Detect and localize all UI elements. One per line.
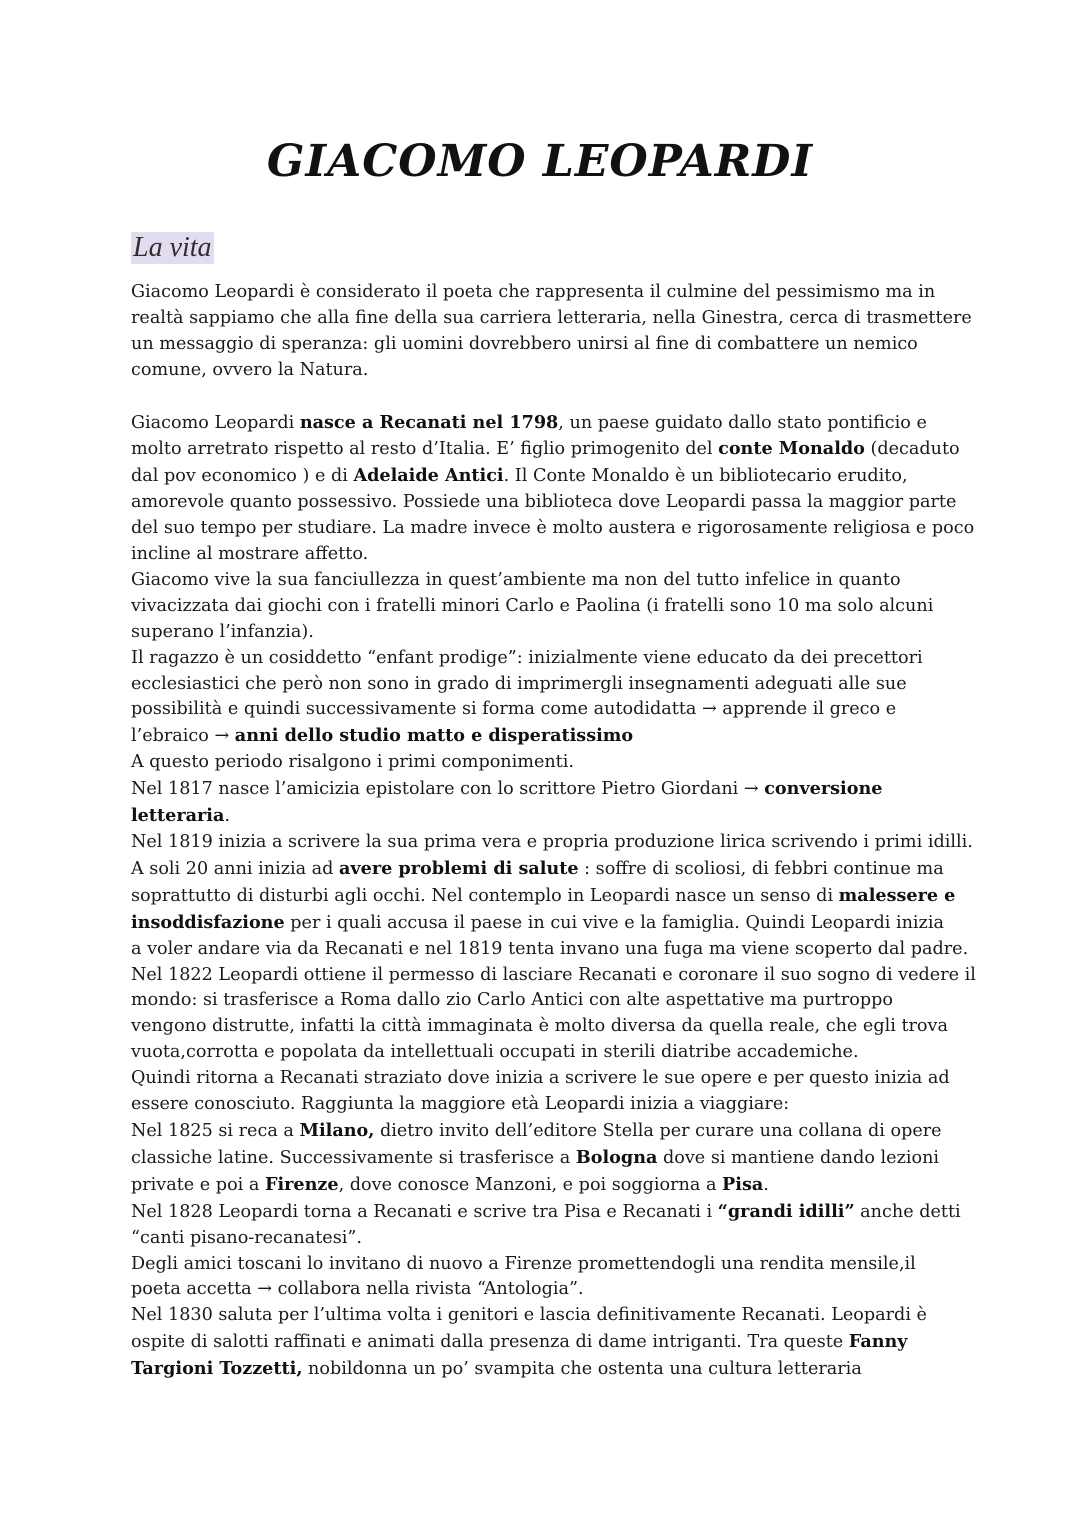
text-line: amorevole quanto possessivo. Possiede una biblioteca dove Leopardi passa la maggior parte (131, 492, 957, 513)
text-line: Giacomo vive la sua fanciullezza in quest’ambiente ma non del tutto infelice in quanto (131, 569, 901, 590)
text-run: A soli 20 anni inizia ad (131, 858, 340, 879)
body-text (131, 280, 976, 1383)
text-line: possibilità e quindi successivamente si forma come autodidatta → apprende il greco e (131, 699, 897, 720)
section-heading: La vita (133, 232, 212, 263)
text-run: , dove conosce Manzoni, e poi soggiorna a (338, 1174, 723, 1195)
text-run: Giacomo Leopardi (131, 412, 300, 433)
text-line: A questo periodo risalgono i primi componimenti. (131, 752, 574, 773)
bold-text: nasce a Recanati nel 1798 (299, 411, 559, 433)
text-line (131, 436, 961, 463)
paragraph-gap (131, 384, 961, 410)
text-run: dove si mantiene dando lezioni (657, 1147, 940, 1168)
text-run: Nel 1817 nasce l’amicizia epistolare con lo scrittore Pietro Giordani → (131, 779, 765, 800)
text-line: Quindi ritorna a Recanati straziato dove inizia a scrivere le sue opere e per questo inizia ad (131, 1068, 950, 1089)
text-run: , un paese guidato dallo stato pontificio e (558, 412, 927, 433)
text-run: (decaduto (864, 439, 960, 460)
text-run: . (224, 806, 230, 827)
text-line: vuota,corrotta e popolata da intellettuali occupati in sterili diatribe accademiche. (131, 1042, 859, 1063)
text-line: Nel 1819 inizia a scrivere la sua prima vera e propria produzione lirica scrivendo i primi idilli. (131, 832, 973, 853)
paragraph-biography (131, 410, 976, 1384)
text-line: poeta accetta → collabora nella rivista “Antologia”. (131, 1279, 584, 1300)
text-line (131, 1356, 961, 1383)
text-run: . Il Conte Monaldo è un bibliotecario erudito, (503, 466, 908, 487)
text-line: Il ragazzo è un cosiddetto “enfant prodige”: inizialmente viene educato da dei precettori (131, 647, 923, 668)
bold-text: Fanny (848, 1331, 908, 1353)
text-run: soprattutto di disturbi agli occhi. Nel contemplo in Leopardi nasce un senso di (131, 885, 839, 906)
bold-text: Milano, (299, 1119, 375, 1141)
text-line: Degli amici toscani lo invitano di nuovo a Firenze promettendogli una rendita mensile,il (131, 1253, 916, 1274)
text-run: private e poi a (131, 1174, 265, 1195)
text-line (131, 776, 961, 803)
document-title: GIACOMO LEOPARDI (266, 136, 814, 187)
text-line: vivacizzata dai giochi con i fratelli minori Carlo e Paolina (i fratelli sono 10 ma solo alcuni (131, 595, 934, 616)
text-run: ospite di salotti raffinati e animati dalla presenza di dame intriganti. Tra queste (131, 1332, 849, 1353)
text-line: essere conosciuto. Raggiunta la maggiore età Leopardi inizia a viaggiare: (131, 1094, 790, 1115)
bold-text: anni dello studio matto e disperatissimo (234, 725, 634, 747)
bold-text: conte Monaldo (718, 438, 865, 460)
text-line: superano l’infanzia). (131, 621, 314, 642)
text-run: Nel 1828 Leopardi torna a Recanati e scrive tra Pisa e Recanati i (131, 1201, 718, 1222)
text-run: l’ebraico → (131, 726, 235, 747)
text-line: vengono distrutte, infatti la città immaginata è molto diversa da quella reale, che egli trova (131, 1016, 948, 1037)
text-line: ecclesiastici che però non sono in grado di imprimergli insegnamenti adeguati alle sue (131, 673, 907, 694)
text-line: comune, ovvero la Natura. (131, 359, 369, 380)
text-line (131, 1118, 961, 1145)
text-run: . (763, 1174, 769, 1195)
bold-text: “grandi idilli” (717, 1200, 855, 1222)
text-run: dal pov economico ) e di (131, 466, 354, 487)
text-line: Nel 1830 saluta per l’ultima volta i genitori e lascia definitivamente Recanati. Leopardi è (131, 1305, 927, 1326)
text-line: Giacomo Leopardi è considerato il poeta che rappresenta il culmine del pessimismo ma in (131, 282, 936, 302)
text-run: nobildonna un po’ svampita che ostenta una cultura letteraria (302, 1359, 862, 1380)
bold-text: insoddisfazione (131, 911, 285, 933)
text-line (131, 1172, 961, 1199)
bold-text: Targioni Tozzetti, (131, 1358, 303, 1380)
text-run: anche detti (854, 1201, 961, 1222)
text-line: un messaggio di speranza: gli uomini dovrebbero unirsi al fine di combattere un nemico (131, 333, 918, 354)
text-run: : soffre di scoliosi, di febbri continue ma (578, 858, 944, 879)
text-line: realtà sappiamo che alla fine della sua carriera letteraria, nella Ginestra, cerca di trasmettere (131, 307, 972, 328)
text-line (131, 910, 961, 937)
bold-text: Pisa (722, 1173, 764, 1195)
bold-text: malessere e (838, 884, 956, 906)
text-run: per i quali accusa il paese in cui vive e la famiglia. Quindi Leopardi inizia (284, 912, 944, 933)
text-run: molto arretrato rispetto al resto d’Italia. E’ figlio primogenito del (131, 439, 719, 460)
text-run: Nel 1825 si reca a (131, 1120, 300, 1141)
text-run: dietro invito dell’editore Stella per curare una collana di opere (374, 1120, 942, 1141)
text-line: “canti pisano-recanatesi”. (131, 1227, 362, 1248)
text-line (131, 1329, 961, 1356)
text-line: mondo: si trasferisce a Roma dallo zio Carlo Antici con alte aspettative ma purtroppo (131, 990, 893, 1011)
text-run: classiche latine. Successivamente si trasferisce a (131, 1147, 576, 1168)
text-line: del suo tempo per studiare. La madre invece è molto austera e rigorosamente religiosa e poco (131, 518, 975, 539)
text-line: Nel 1822 Leopardi ottiene il permesso di lasciare Recanati e coronare il suo sogno di vedere il (131, 964, 976, 985)
bold-text: Adelaide Antici (353, 465, 504, 487)
text-line (131, 410, 961, 437)
text-line (131, 883, 961, 910)
text-line (131, 1145, 961, 1172)
text-line: a voler andare via da Recanati e nel 1819 tenta invano una fuga ma viene scoperto dal padre. (131, 938, 969, 959)
text-line: incline al mostrare affetto. (131, 544, 369, 565)
text-line (131, 1199, 961, 1226)
text-line (131, 856, 961, 883)
text-line (131, 803, 961, 830)
paragraph-intro (131, 280, 972, 384)
text-line (131, 463, 961, 490)
text-line (131, 723, 961, 750)
bold-text: Bologna (575, 1146, 658, 1168)
bold-text: avere problemi di salute (339, 857, 579, 879)
bold-text: conversione (764, 778, 883, 800)
bold-text: Firenze (264, 1173, 339, 1195)
bold-text: letteraria (131, 805, 225, 827)
